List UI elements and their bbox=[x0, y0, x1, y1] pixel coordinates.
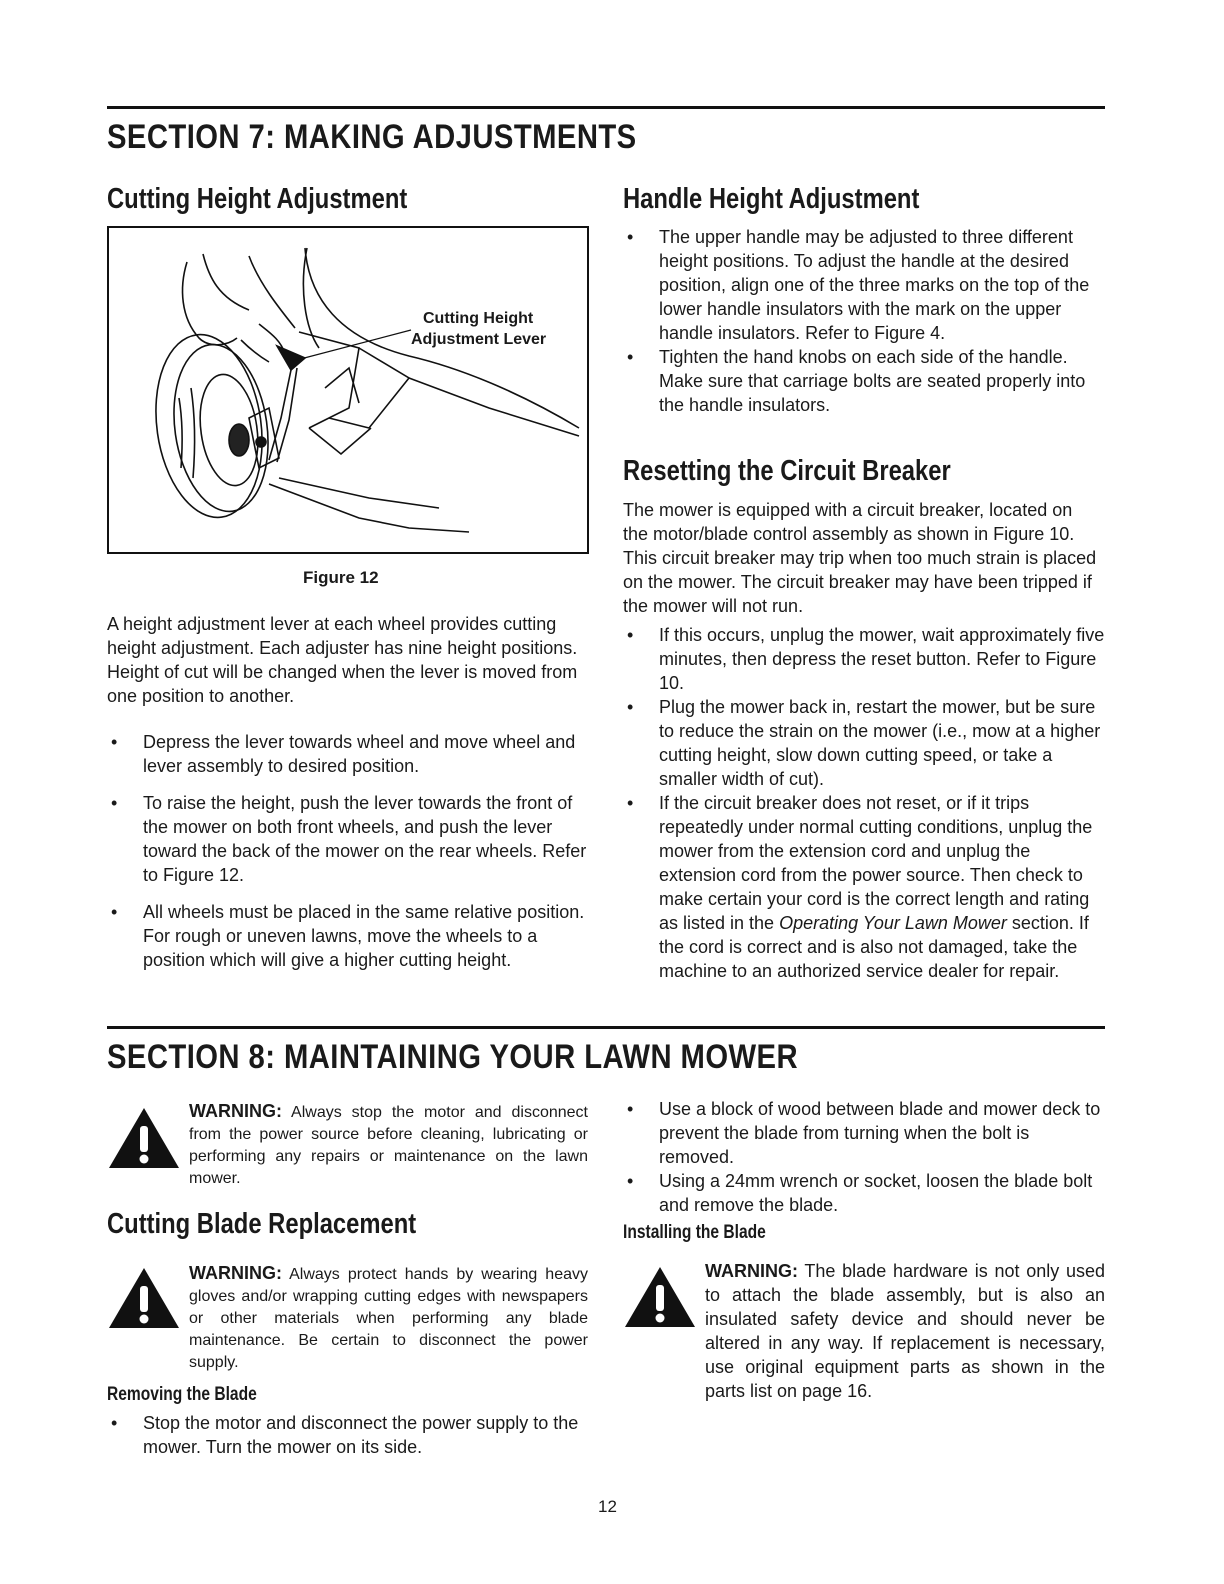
warning-gloves bbox=[107, 1262, 589, 1374]
list-item: • The upper handle may be adjusted to three different height positions. To adjust the handle at the desired position, align one of the three marks on the top of the lower handle insulators with the mark on the upper handle insulators. Refer to Figure 4. bbox=[627, 227, 1090, 343]
warning-icon bbox=[623, 1265, 697, 1329]
warning-gloves-text: WARNING: Always protect hands by wearing heavy gloves and/or wrapping cutting edges with newspapers or other materials when performing any blade maintenance. Be certain to disconnect the power supply. bbox=[189, 1263, 588, 1371]
warning-power-text: WARNING: Always stop the motor and disconnect from the power source before cleaning, lubricating or performing any repairs or maintenance on the lawn mower. bbox=[189, 1101, 588, 1187]
removing-blade-title: Removing the Blade bbox=[107, 1384, 257, 1405]
list-item: • Depress the lever towards wheel and move wheel and lever assembly to desired position. bbox=[111, 732, 576, 776]
cutting-height-bullets bbox=[107, 730, 589, 972]
section7-title: SECTION 7: MAKING ADJUSTMENTS bbox=[107, 118, 637, 156]
cutting-height-title: Cutting Height Adjustment bbox=[107, 183, 408, 215]
page-number: 12 bbox=[598, 1497, 617, 1516]
list-item: • Tighten the hand knobs on each side of the handle. Make sure that carriage bolts are seated properly into the handle insulators. bbox=[627, 347, 1086, 415]
figure-12-box bbox=[107, 226, 589, 554]
circuit-breaker-title: Resetting the Circuit Breaker bbox=[623, 455, 951, 487]
section7-top-rule bbox=[107, 106, 1105, 109]
list-item: • To raise the height, push the lever towards the front of the mower on both front wheels, and push the lever toward the back of the mower on the rear wheels. Refer to Figure 12. bbox=[111, 793, 587, 885]
list-item: • All wheels must be placed in the same relative position. For rough or uneven lawns, move the wheels to a position which will give a higher cutting height. bbox=[111, 902, 585, 970]
installing-blade-title: Installing the Blade bbox=[623, 1222, 766, 1243]
handle-height-bullets bbox=[623, 225, 1105, 417]
section8-top-rule bbox=[107, 1026, 1105, 1029]
list-item: • Using a 24mm wrench or socket, loosen the blade bolt and remove the blade. bbox=[627, 1171, 1093, 1215]
figure-12-caption: Figure 12 bbox=[303, 568, 379, 587]
list-item: • If this occurs, unplug the mower, wait approximately five minutes, then depress the reset button. Refer to Figure 10. bbox=[627, 625, 1105, 693]
mower-wheel-illustration bbox=[109, 228, 587, 552]
removing-blade-bullets-left bbox=[107, 1411, 589, 1459]
section8-title: SECTION 8: MAINTAINING YOUR LAWN MOWER bbox=[107, 1038, 799, 1076]
circuit-breaker-bullets bbox=[623, 623, 1105, 983]
warning-blade-hardware bbox=[623, 1259, 1105, 1407]
blade-replacement-title: Cutting Blade Replacement bbox=[107, 1208, 417, 1240]
warning-icon bbox=[107, 1106, 181, 1170]
cutting-height-intro: A height adjustment lever at each wheel provides cutting height adjustment. Each adjuster has nine height positions. Height of cut will be changed when the lever is moved from one position to another. bbox=[107, 614, 578, 706]
warning-blade-hardware-text: WARNING: The blade hardware is not only used to attach the blade assembly, but is also an insulated safety device and should never be altered in any way. If replacement is necessary, use original equipment parts as shown in the parts list on page 16. bbox=[705, 1261, 1105, 1401]
figure-label-line1: Cutting Height bbox=[423, 310, 534, 327]
cross-reference: Operating Your Lawn Mower bbox=[779, 913, 1007, 933]
warning-power bbox=[107, 1100, 589, 1196]
list-item: • Stop the motor and disconnect the power supply to the mower. Turn the mower on its side. bbox=[111, 1413, 579, 1457]
circuit-breaker-intro: The mower is equipped with a circuit breaker, located on the motor/blade control assembly as shown in Figure 10. This circuit breaker may trip when too much strain is placed on the mower. The circuit breaker may have been tripped if the mower will not run. bbox=[623, 500, 1097, 616]
removing-blade-bullets-right bbox=[623, 1097, 1105, 1217]
figure-label-line2: Adjustment Lever bbox=[411, 331, 547, 348]
handle-height-title: Handle Height Adjustment bbox=[623, 183, 920, 215]
list-item: • If the circuit breaker does not reset, or if it trips repeatedly under normal cutting conditions, unplug the mower from the extension cord and unplug the extension cord from the power source. Then check to make certain your cord is the correct length and rating as listed in the Operating Your Lawn Mower section. If the cord is correct and is also not damaged, take the machine to an authorized service dealer for repair. bbox=[627, 793, 1093, 981]
list-item: • Plug the mower back in, restart the mower, but be sure to reduce the strain on the mower (i.e., mow at a higher cutting height, slow down cutting speed, or take a smaller width of cut). bbox=[627, 697, 1101, 789]
list-item: • Use a block of wood between blade and mower deck to prevent the blade from turning when the bolt is removed. bbox=[627, 1099, 1101, 1167]
warning-icon bbox=[107, 1266, 181, 1330]
